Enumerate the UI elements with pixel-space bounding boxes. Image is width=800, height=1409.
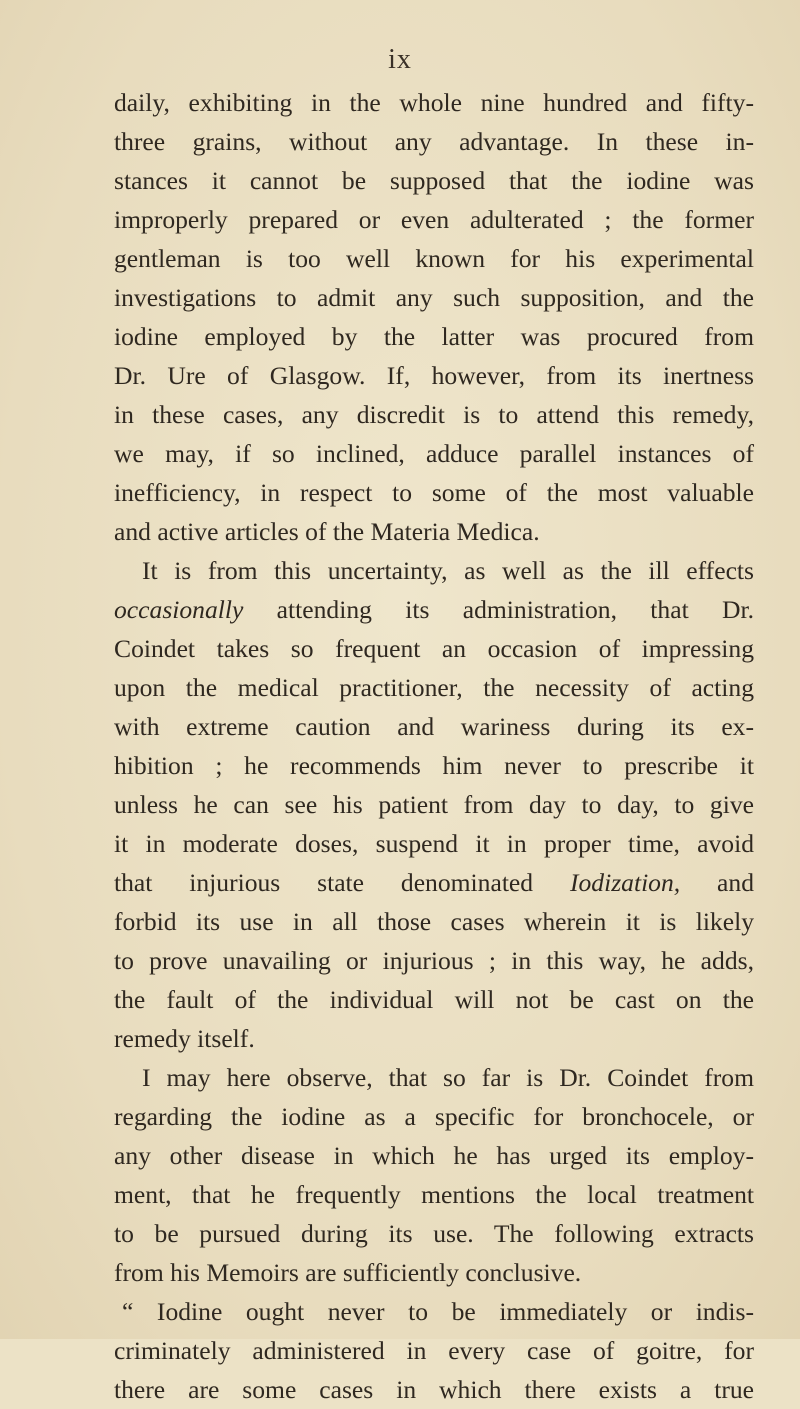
text-line: gentleman is too well known for his experimental <box>114 244 754 273</box>
text-line: we may, if so inclined, adduce parallel instances of <box>114 439 754 468</box>
text-line: inefficiency, in respect to some of the most valuable <box>114 478 754 507</box>
text-run: and <box>680 868 754 897</box>
text-line: three grains, without any advantage. In these in- <box>114 127 754 156</box>
text-line: from his Memoirs are sufficiently conclusive. <box>114 1258 582 1287</box>
text-line: criminately administered in every case of goitre, for <box>114 1336 754 1365</box>
text-line: stances it cannot be supposed that the iodine was <box>114 166 754 195</box>
text-line: unless he can see his patient from day to day, to give <box>114 790 754 819</box>
text-run: attending its administration, that Dr. <box>243 595 754 624</box>
text-line: and active articles of the Materia Medica. <box>114 517 540 546</box>
text-line: investigations to admit any such supposition, and the <box>114 283 754 312</box>
text-line <box>114 590 754 629</box>
text-line: any other disease in which he has urged its employ- <box>114 1141 754 1170</box>
italic-word: occasionally <box>114 595 244 624</box>
text-line: I may here observe, that so far is Dr. Coindet from <box>142 1063 754 1092</box>
text-line: It is from this uncertainty, as well as the ill effects <box>142 556 754 585</box>
text-line: Coindet takes so frequent an occasion of impressing <box>114 634 754 663</box>
text-line: improperly prepared or even adulterated ; the former <box>114 205 754 234</box>
text-line: the fault of the individual will not be cast on the <box>114 985 754 1014</box>
text-run: that injurious state denominated <box>114 868 570 897</box>
text-line: regarding the iodine as a specific for bronchocele, or <box>114 1102 754 1131</box>
text-line <box>114 863 754 902</box>
text-line: upon the medical practitioner, the necessity of acting <box>114 673 754 702</box>
text-line: to prove unavailing or injurious ; in this way, he adds, <box>114 946 754 975</box>
text-line: in these cases, any discredit is to attend this remedy, <box>114 400 754 429</box>
text-line: there are some cases in which there exists a true <box>114 1375 754 1404</box>
page-number: ix <box>388 44 412 75</box>
text-line: “ Iodine ought never to be immediately or indis- <box>122 1297 754 1326</box>
text-line: Dr. Ure of Glasgow. If, however, from its inertness <box>114 361 754 390</box>
italic-word: Iodization, <box>569 868 681 897</box>
text-line: it in moderate doses, suspend it in proper time, avoid <box>114 829 754 858</box>
text-line: forbid its use in all those cases wherein it is likely <box>114 907 754 936</box>
body-text <box>114 83 754 1409</box>
text-line: with extreme caution and wariness during its ex- <box>114 712 754 741</box>
text-line: iodine employed by the latter was procured from <box>114 322 754 351</box>
text-line: ment, that he frequently mentions the local treatment <box>114 1180 754 1209</box>
text-line: hibition ; he recommends him never to prescribe it <box>114 751 754 780</box>
text-line: daily, exhibiting in the whole nine hundred and fifty- <box>114 88 754 117</box>
text-line: remedy itself. <box>114 1024 255 1053</box>
text-line: to be pursued during its use. The following extracts <box>114 1219 754 1248</box>
